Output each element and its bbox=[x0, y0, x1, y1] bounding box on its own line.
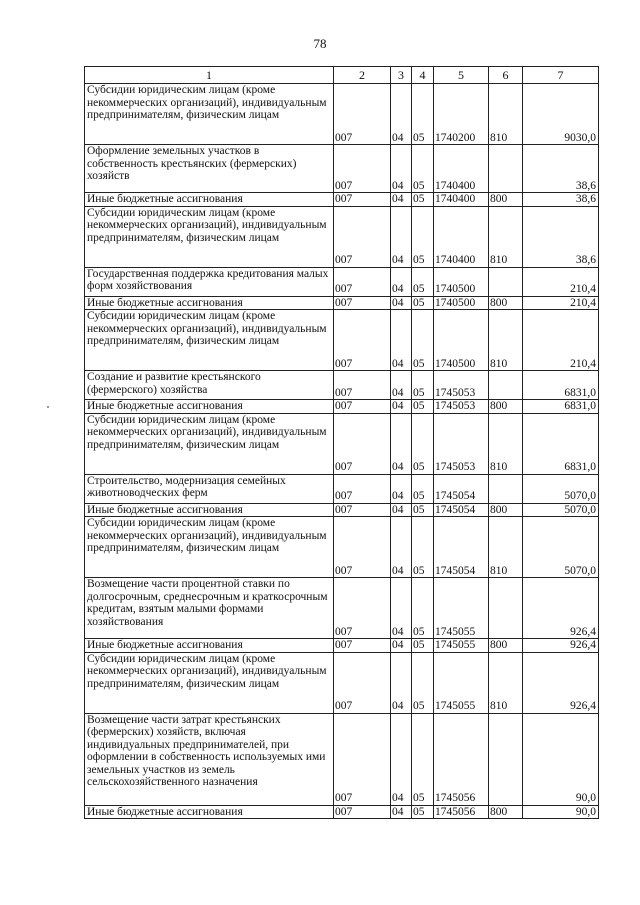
table-row bbox=[85, 639, 599, 653]
ministry-code-cell: 007 bbox=[334, 578, 391, 639]
expense-type-cell: 800 bbox=[489, 503, 523, 517]
table-row bbox=[85, 310, 599, 371]
table-row bbox=[85, 400, 599, 414]
amount-cell: 210,4 bbox=[523, 267, 599, 296]
ministry-code-cell: 007 bbox=[334, 296, 391, 310]
row-name-cell: Государственная поддержка кредитования малых форм хозяйствования bbox=[85, 267, 334, 296]
row-name-cell: Иные бюджетные ассигнования bbox=[85, 296, 334, 310]
amount-cell: 926,4 bbox=[523, 578, 599, 639]
ministry-code-cell: 007 bbox=[334, 713, 391, 805]
target-article-cell: 1740500 bbox=[434, 296, 489, 310]
subsection-code-cell: 05 bbox=[412, 805, 434, 819]
amount-cell: 926,4 bbox=[523, 639, 599, 653]
row-name-cell: Иные бюджетные ассигнования bbox=[85, 193, 334, 207]
row-name-cell: Создание и развитие крестьянского (фермерского) хозяйства bbox=[85, 371, 334, 400]
target-article-cell: 1745054 bbox=[434, 517, 489, 578]
target-article-cell: 1745055 bbox=[434, 652, 489, 713]
amount-cell: 90,0 bbox=[523, 713, 599, 805]
target-article-cell: 1745054 bbox=[434, 503, 489, 517]
amount-cell: 38,6 bbox=[523, 193, 599, 207]
budget-table bbox=[84, 66, 599, 819]
subsection-code-cell: 05 bbox=[412, 652, 434, 713]
target-article-cell: 1740400 bbox=[434, 193, 489, 207]
table-row bbox=[85, 474, 599, 503]
section-code-cell: 04 bbox=[391, 578, 412, 639]
expense-type-cell: 800 bbox=[489, 193, 523, 207]
table-row bbox=[85, 503, 599, 517]
expense-type-cell bbox=[489, 371, 523, 400]
table-row bbox=[85, 578, 599, 639]
target-article-cell: 1745056 bbox=[434, 805, 489, 819]
header-cell: 7 bbox=[523, 67, 599, 84]
expense-type-cell: 810 bbox=[489, 517, 523, 578]
expense-type-cell bbox=[489, 713, 523, 805]
subsection-code-cell: 05 bbox=[412, 310, 434, 371]
target-article-cell: 1745055 bbox=[434, 578, 489, 639]
table-row bbox=[85, 517, 599, 578]
amount-cell: 926,4 bbox=[523, 652, 599, 713]
header-cell: 6 bbox=[489, 67, 523, 84]
section-code-cell: 04 bbox=[391, 474, 412, 503]
row-name-cell: Иные бюджетные ассигнования bbox=[85, 639, 334, 653]
amount-cell: 38,6 bbox=[523, 145, 599, 193]
header-cell: 1 bbox=[85, 67, 334, 84]
ministry-code-cell: 007 bbox=[334, 517, 391, 578]
table-row bbox=[85, 413, 599, 474]
table-row bbox=[85, 267, 599, 296]
scan-speck bbox=[47, 406, 49, 408]
target-article-cell: 1740400 bbox=[434, 206, 489, 267]
ministry-code-cell: 007 bbox=[334, 400, 391, 414]
subsection-code-cell: 05 bbox=[412, 503, 434, 517]
subsection-code-cell: 05 bbox=[412, 713, 434, 805]
amount-cell: 210,4 bbox=[523, 296, 599, 310]
ministry-code-cell: 007 bbox=[334, 267, 391, 296]
subsection-code-cell: 05 bbox=[412, 639, 434, 653]
expense-type-cell: 800 bbox=[489, 296, 523, 310]
target-article-cell: 1745055 bbox=[434, 639, 489, 653]
section-code-cell: 04 bbox=[391, 652, 412, 713]
ministry-code-cell: 007 bbox=[334, 805, 391, 819]
subsection-code-cell: 05 bbox=[412, 84, 434, 145]
ministry-code-cell: 007 bbox=[334, 145, 391, 193]
expense-type-cell: 800 bbox=[489, 639, 523, 653]
ministry-code-cell: 007 bbox=[334, 193, 391, 207]
amount-cell: 6831,0 bbox=[523, 371, 599, 400]
section-code-cell: 04 bbox=[391, 145, 412, 193]
ministry-code-cell: 007 bbox=[334, 413, 391, 474]
target-article-cell: 1740500 bbox=[434, 310, 489, 371]
expense-type-cell bbox=[489, 145, 523, 193]
section-code-cell: 04 bbox=[391, 206, 412, 267]
target-article-cell: 1745054 bbox=[434, 474, 489, 503]
amount-cell: 210,4 bbox=[523, 310, 599, 371]
subsection-code-cell: 05 bbox=[412, 371, 434, 400]
section-code-cell: 04 bbox=[391, 84, 412, 145]
table-row bbox=[85, 296, 599, 310]
row-name-cell: Субсидии юридическим лицам (кроме некоммерческих организаций), индивидуальным предпринимателям, физическим лицам bbox=[85, 84, 334, 145]
table-row bbox=[85, 805, 599, 819]
subsection-code-cell: 05 bbox=[412, 296, 434, 310]
amount-cell: 5070,0 bbox=[523, 474, 599, 503]
target-article-cell: 1740500 bbox=[434, 267, 489, 296]
expense-type-cell bbox=[489, 267, 523, 296]
table-row bbox=[85, 713, 599, 805]
section-code-cell: 04 bbox=[391, 713, 412, 805]
subsection-code-cell: 05 bbox=[412, 400, 434, 414]
header-row bbox=[85, 67, 599, 84]
row-name-cell: Субсидии юридическим лицам (кроме некоммерческих организаций), индивидуальным предпринимателям, физическим лицам bbox=[85, 413, 334, 474]
ministry-code-cell: 007 bbox=[334, 639, 391, 653]
ministry-code-cell: 007 bbox=[334, 503, 391, 517]
subsection-code-cell: 05 bbox=[412, 517, 434, 578]
table-row bbox=[85, 371, 599, 400]
expense-type-cell bbox=[489, 474, 523, 503]
expense-type-cell: 810 bbox=[489, 413, 523, 474]
table-row bbox=[85, 193, 599, 207]
section-code-cell: 04 bbox=[391, 639, 412, 653]
row-name-cell: Оформление земельных участков в собственность крестьянских (фермерских) хозяйств bbox=[85, 145, 334, 193]
section-code-cell: 04 bbox=[391, 296, 412, 310]
section-code-cell: 04 bbox=[391, 517, 412, 578]
amount-cell: 5070,0 bbox=[523, 503, 599, 517]
subsection-code-cell: 05 bbox=[412, 578, 434, 639]
header-cell: 2 bbox=[334, 67, 391, 84]
subsection-code-cell: 05 bbox=[412, 193, 434, 207]
row-name-cell: Субсидии юридическим лицам (кроме некоммерческих организаций), индивидуальным предпринимателям, физическим лицам bbox=[85, 517, 334, 578]
expense-type-cell: 810 bbox=[489, 84, 523, 145]
section-code-cell: 04 bbox=[391, 503, 412, 517]
expense-type-cell: 810 bbox=[489, 652, 523, 713]
row-name-cell: Субсидии юридическим лицам (кроме некоммерческих организаций), индивидуальным предпринимателям, физическим лицам bbox=[85, 310, 334, 371]
section-code-cell: 04 bbox=[391, 805, 412, 819]
ministry-code-cell: 007 bbox=[334, 310, 391, 371]
subsection-code-cell: 05 bbox=[412, 474, 434, 503]
ministry-code-cell: 007 bbox=[334, 84, 391, 145]
expense-type-cell bbox=[489, 578, 523, 639]
target-article-cell: 1745053 bbox=[434, 400, 489, 414]
header-cell: 3 bbox=[391, 67, 412, 84]
expense-type-cell: 800 bbox=[489, 805, 523, 819]
target-article-cell: 1740200 bbox=[434, 84, 489, 145]
target-article-cell: 1740400 bbox=[434, 145, 489, 193]
table-row bbox=[85, 145, 599, 193]
table-row bbox=[85, 84, 599, 145]
table-row bbox=[85, 206, 599, 267]
section-code-cell: 04 bbox=[391, 267, 412, 296]
target-article-cell: 1745053 bbox=[434, 371, 489, 400]
header-cell: 5 bbox=[434, 67, 489, 84]
section-code-cell: 04 bbox=[391, 310, 412, 371]
amount-cell: 6831,0 bbox=[523, 413, 599, 474]
amount-cell: 5070,0 bbox=[523, 517, 599, 578]
row-name-cell: Возмещение части процентной ставки по долгосрочным, среднесрочным и краткосрочным кредитам, взятым малыми формами хозяйствования bbox=[85, 578, 334, 639]
row-name-cell: Возмещение части затрат крестьянских (фермерских) хозяйств, включая индивидуальных предпринимателей, при оформлении в собственность используемых ими земельных участков из земель сельскохозяйственного назначения bbox=[85, 713, 334, 805]
row-name-cell: Строительство, модернизация семейных животноводческих ферм bbox=[85, 474, 334, 503]
expense-type-cell: 810 bbox=[489, 310, 523, 371]
ministry-code-cell: 007 bbox=[334, 652, 391, 713]
amount-cell: 9030,0 bbox=[523, 84, 599, 145]
section-code-cell: 04 bbox=[391, 193, 412, 207]
subsection-code-cell: 05 bbox=[412, 206, 434, 267]
row-name-cell: Иные бюджетные ассигнования bbox=[85, 400, 334, 414]
amount-cell: 90,0 bbox=[523, 805, 599, 819]
target-article-cell: 1745056 bbox=[434, 713, 489, 805]
amount-cell: 38,6 bbox=[523, 206, 599, 267]
row-name-cell: Иные бюджетные ассигнования bbox=[85, 805, 334, 819]
expense-type-cell: 800 bbox=[489, 400, 523, 414]
target-article-cell: 1745053 bbox=[434, 413, 489, 474]
ministry-code-cell: 007 bbox=[334, 206, 391, 267]
row-name-cell: Иные бюджетные ассигнования bbox=[85, 503, 334, 517]
subsection-code-cell: 05 bbox=[412, 413, 434, 474]
ministry-code-cell: 007 bbox=[334, 371, 391, 400]
expense-type-cell: 810 bbox=[489, 206, 523, 267]
row-name-cell: Субсидии юридическим лицам (кроме некоммерческих организаций), индивидуальным предпринимателям, физическим лицам bbox=[85, 652, 334, 713]
subsection-code-cell: 05 bbox=[412, 145, 434, 193]
page-number: 78 bbox=[313, 36, 327, 51]
section-code-cell: 04 bbox=[391, 400, 412, 414]
table-body bbox=[85, 67, 599, 819]
section-code-cell: 04 bbox=[391, 371, 412, 400]
header-cell: 4 bbox=[412, 67, 434, 84]
ministry-code-cell: 007 bbox=[334, 474, 391, 503]
table-row bbox=[85, 652, 599, 713]
amount-cell: 6831,0 bbox=[523, 400, 599, 414]
row-name-cell: Субсидии юридическим лицам (кроме некоммерческих организаций), индивидуальным предпринимателям, физическим лицам bbox=[85, 206, 334, 267]
section-code-cell: 04 bbox=[391, 413, 412, 474]
subsection-code-cell: 05 bbox=[412, 267, 434, 296]
